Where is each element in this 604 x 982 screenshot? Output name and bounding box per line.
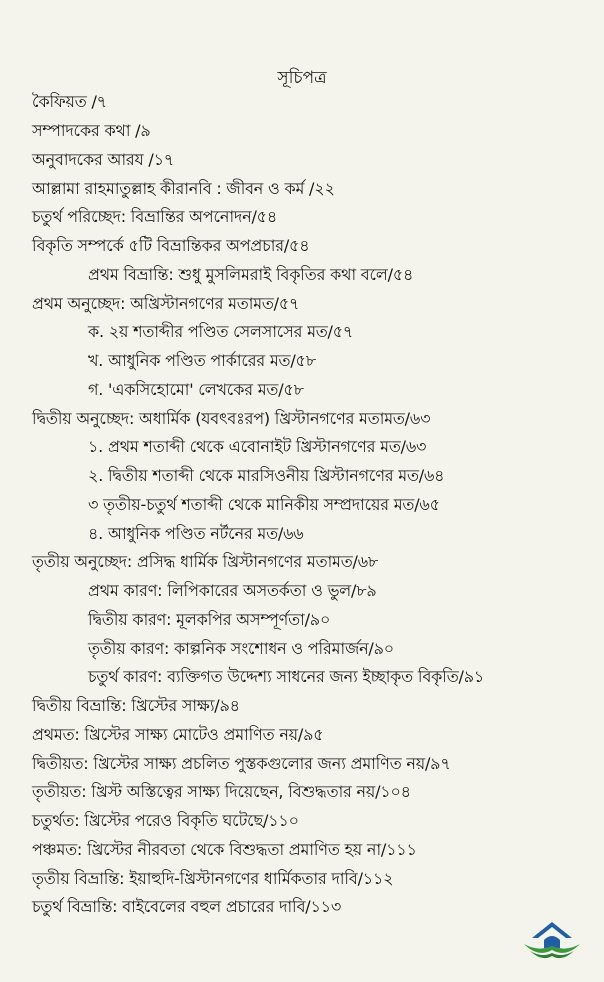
toc-entry: ২. দ্বিতীয় শতাব্দী থেকে মারসিওনীয় খ্রিস্টানগণের মত/৬৪ [88,466,445,485]
toc-entry: চতুর্থ বিভ্রান্তি: বাইবেলের বহুল প্রচারের দাবি/১১৩ [32,897,342,916]
toc-entry: তৃতীয় বিভ্রান্তি: ইয়াহুদি-খ্রিস্টানগণের ধার্মিকতার দাবি/১১২ [32,869,394,888]
page-title: সূচিপত্র [277,68,327,88]
toc-entry: ১. প্রথম শতাব্দী থেকে এবোনাইট খ্রিস্টানগণের মত/৬৩ [88,437,427,456]
toc-entry: ৩ তৃতীয়-চতুর্থ শতাব্দী থেকে মানিকীয় সম্প্রদায়ের মত/৬৫ [88,495,440,514]
toc-entry: খ. আধুনিক পণ্ডিত পার্কারের মত/৫৮ [88,351,316,370]
toc-entry: বিকৃতি সম্পর্কে ৫টি বিভ্রান্তিকর অপপ্রচার/৫৪ [32,236,310,255]
toc-entry: তৃতীয়ত: খ্রিস্ট অস্তিত্বের সাক্ষ্য দিয়েছেন, বিশুদ্ধতার নয়/১০৪ [32,782,411,801]
toc-entry: অনুবাদকের আরয /১৭ [32,150,175,169]
toc-entry: দ্বিতীয়ত: খ্রিস্টের সাক্ষ্য প্রচলিত পুস্তকগুলোর জন্য প্রমাণিত নয়/৯৭ [32,754,451,773]
toc-entry: দ্বিতীয় অনুচ্ছেদ: অধার্মিক (যবৎবঃরপ) খ্রিস্টানগণের মতামত/৬৩ [32,409,431,428]
toc-entry: চতুর্থ পরিচ্ছেদ: বিভ্রান্তির অপনোদন/৫৪ [32,207,278,226]
toc-entry: পঞ্চমত: খ্রিস্টের নীরবতা থেকে বিশুদ্ধতা প্রমাণিত হয় না/১১১ [32,840,417,859]
toc-entry: তৃতীয় অনুচ্ছেদ: প্রসিদ্ধ ধার্মিক খ্রিস্টানগণের মতামত/৬৮ [32,552,379,571]
toc-entry: প্রথম বিভ্রান্তি: শুধু মুসলিমরাই বিকৃতির কথা বলে/৫৪ [88,265,414,284]
toc-entry: প্রথম কারণ: লিপিকারের অসতর্কতা ও ভুল/৮৯ [88,581,377,600]
toc-entry: চতুর্থ কারণ: ব্যক্তিগত উদ্দেশ্য সাধনের জন্য ইচ্ছাকৃত বিকৃতি/৯১ [88,667,485,686]
toc-entry: তৃতীয় কারণ: কাল্পনিক সংশোধন ও পরিমার্জন/৯০ [88,639,395,658]
toc-entry: দ্বিতীয় বিভ্রান্তি: খ্রিস্টের সাক্ষ্য/৯৪ [32,696,240,715]
toc-entry: আল্লামা রাহমাতুল্লাহ কীরানবি : জীবন ও কর্ম /২২ [32,179,335,198]
toc-entry: প্রথমত: খ্রিস্টের সাক্ষ্য মোটেও প্রমাণিত নয়/৯৫ [32,725,324,744]
toc-entry: সম্পাদকের কথা /৯ [32,121,151,140]
toc-entry: ৪. আধুনিক পণ্ডিত নর্টনের মত/৬৬ [88,524,304,543]
toc-entry: প্রথম অনুচ্ছেদ: অখ্রিস্টানগণের মতামত/৫৭ [32,294,300,313]
toc-entry: দ্বিতীয় কারণ: মূলকপির অসম্পূর্ণতা/৯০ [88,610,331,629]
toc-entry: কৈফিয়ত /৭ [32,92,107,111]
toc-entry: ক. ২য় শতাব্দীর পণ্ডিত সেলসাসের মত/৫৭ [88,322,354,341]
toc-entry: গ. 'একসিহোমো' লেখকের মত/৫৮ [88,380,304,399]
publisher-logo-icon [520,918,584,962]
toc-entry: চতুর্থত: খ্রিস্টের পরেও বিকৃতি ঘটেছে/১১০ [32,811,299,830]
